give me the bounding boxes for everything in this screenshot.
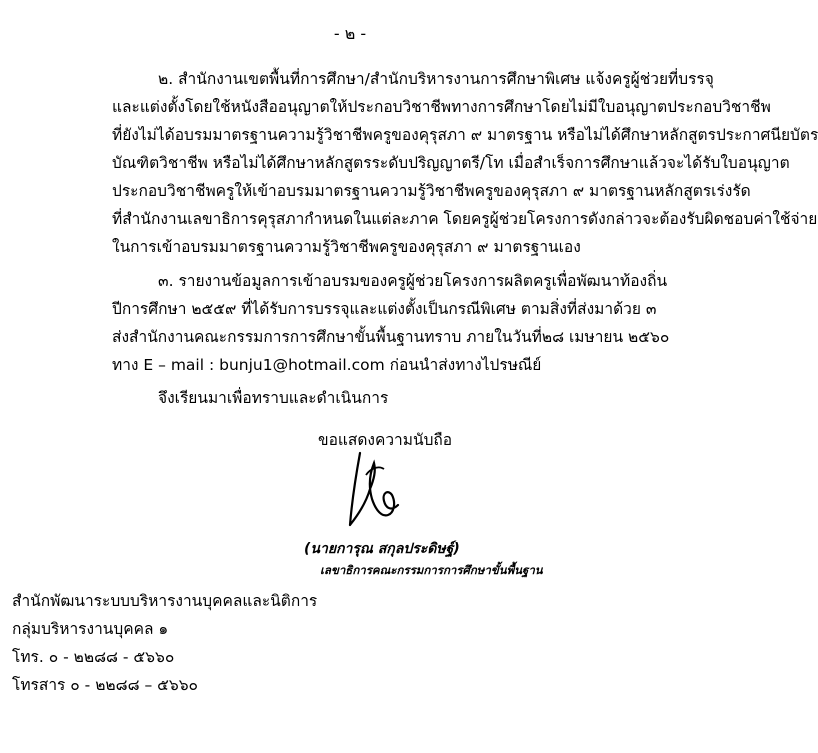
para2-line: ๒. สำนักงานเขตพื้นที่การศึกษา/สำนักบริหารงานการศึกษาพิเศษ แจ้งครูผู้ช่วยที่บรรจุ <box>158 70 714 88</box>
regards-text: ขอแสดงความนับถือ <box>318 431 453 449</box>
signer-position: เลขาธิการคณะกรรมการการศึกษาขั้นพื้นฐาน <box>320 563 543 577</box>
para2-line: ที่ยังไม่ได้อบรมมาตรฐานความรู้วิชาชีพครูของคุรุสภา ๙ มาตรฐาน หรือไม่ได้ศึกษาหลักสูตรประกาศนียบัตร <box>112 126 818 144</box>
footer-phone: โทร. ๐ - ๒๒๘๘ - ๕๖๖๐ <box>12 648 175 666</box>
para2-line: ประกอบวิชาชีพครูให้เข้าอบรมมาตรฐานความรู้วิชาชีพครูของคุรุสภา ๙ มาตรฐานหลักสูตรเร่งรัด <box>112 182 751 200</box>
para3-line: ทาง E – mail : bunju1@hotmail.com ก่อนนำส่งทางไปรษณีย์ <box>112 356 542 374</box>
footer-office: สำนักพัฒนาระบบบริหารงานบุคคลและนิติการ <box>12 592 318 610</box>
para2-line: และแต่งตั้งโดยใช้หนังสืออนุญาตให้ประกอบวิชาชีพทางการศึกษาโดยไม่มีใบอนุญาตประกอบวิชาชีพ <box>112 98 771 116</box>
signer-name: (นายการุณ สกุลประดิษฐ์) <box>304 541 460 557</box>
footer-fax: โทรสาร ๐ - ๒๒๘๘ – ๕๖๖๐ <box>12 676 199 694</box>
handwritten-signature <box>330 445 410 540</box>
footer-group: กลุ่มบริหารงานบุคคล ๑ <box>12 620 169 638</box>
para3-line: ส่งสำนักงานคณะกรรมการการศึกษาขั้นพื้นฐานทราบ ภายในวันที่๒๘ เมษายน ๒๕๖๐ <box>112 328 670 346</box>
para2-line: ที่สำนักงานเลขาธิการคุรุสภากำหนดในแต่ละภาค โดยครูผู้ช่วยโครงการดังกล่าวจะต้องรับผิดชอบค่าใช้จ่าย <box>112 210 818 228</box>
para2-line: บัณฑิตวิชาชีพ หรือไม่ได้ศึกษาหลักสูตรระดับปริญญาตรี/โท เมื่อสำเร็จการศึกษาแล้วจะได้รับใบอนุญาต <box>112 154 790 172</box>
para3-line: ๓. รายงานข้อมูลการเข้าอบรมของครูผู้ช่วยโครงการผลิตครูเพื่อพัฒนาท้องถิ่น <box>158 272 668 290</box>
para3-line: ปีการศึกษา ๒๕๕๙ ที่ได้รับการบรรจุและแต่งตั้งเป็นกรณีพิเศษ ตามสิ่งที่ส่งมาด้วย ๓ <box>112 300 657 318</box>
para2-line: ในการเข้าอบรมมาตรฐานความรู้วิชาชีพครูของคุรุสภา ๙ มาตรฐานเอง <box>112 238 581 256</box>
page-number: - ๒ - <box>333 24 367 43</box>
closing-text: จึงเรียนมาเพื่อทราบและดำเนินการ <box>158 389 389 407</box>
